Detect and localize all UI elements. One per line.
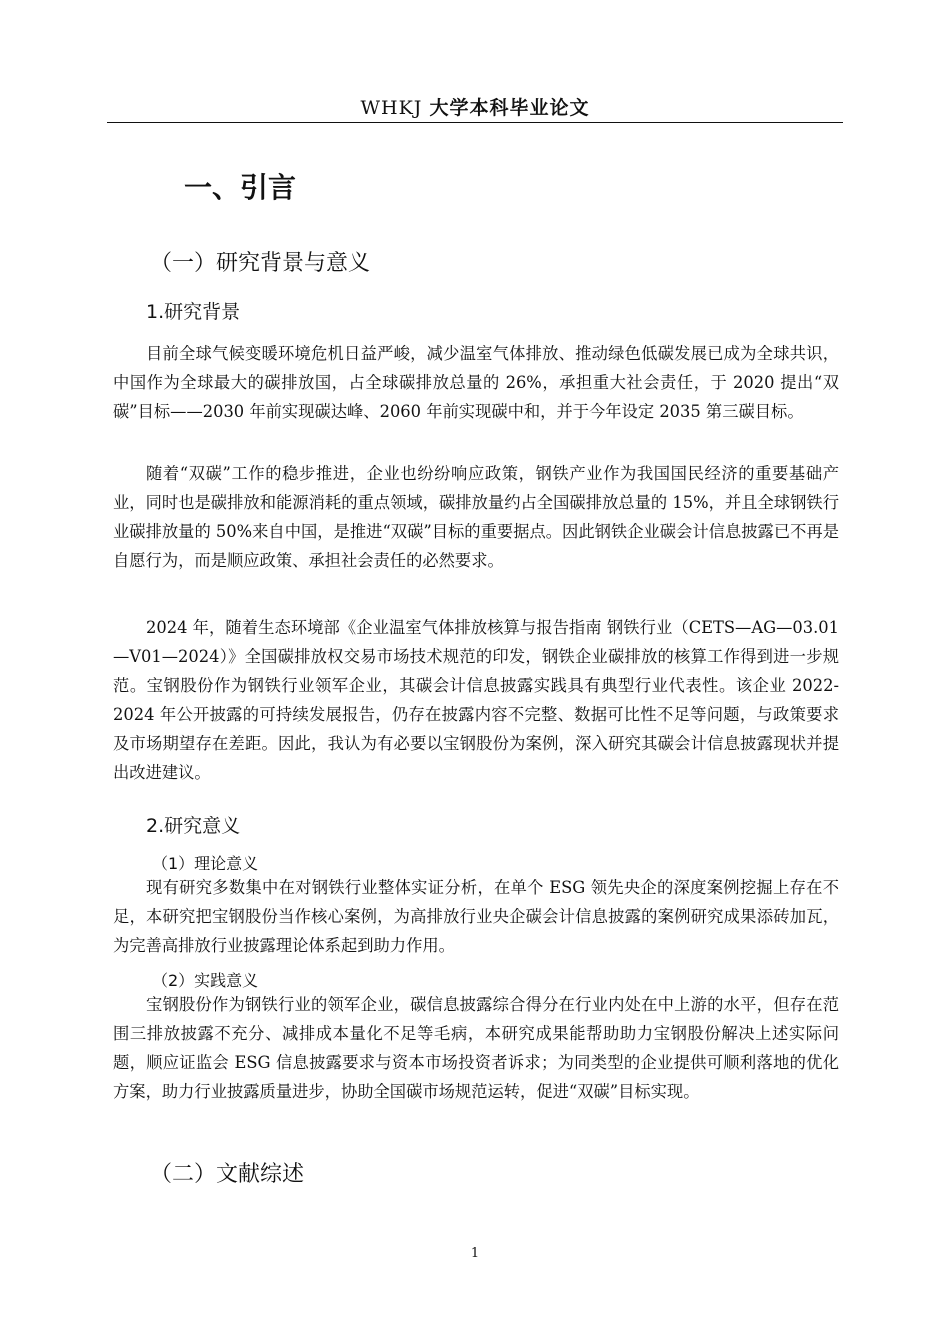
paragraph-background-2: 随着“双碳”工作的稳步推进，企业也纷纷响应政策，钢铁产业作为我国国民经济的重要基础产业，同时也是碳排放和能源消耗的重点领域，碳排放量约占全国碳排放总量的 15%，并且全球钢铁行业碳排放量的 50%来自中国，是推进“双碳”目标的重要据点。因此钢铁企业碳会计信息披露已不再是自愿行为，而是顺应政策、承担社会责任的必然要求。: [113, 464, 839, 570]
section-title-literature: （二）文献综述: [150, 1162, 305, 1187]
chapter-title: 一、引言: [184, 171, 297, 204]
header-latin: WHKJ: [360, 97, 430, 119]
paragraph-practice: 宝钢股份作为钢铁行业的领军企业，碳信息披露综合得分在行业内处在中上游的水平，但存在范围三排放披露不充分、减排成本量化不足等毛病，本研究成果能帮助助力宝钢股份解决上述实际问题，顺应证监会 ESG 信息披露要求与资本市场投资者诉求；为同类型的企业提供可顺利落地的优化方案，助力行业披露质量进步，协助全国碳市场规范运转，促进“双碳”目标实现。: [113, 995, 839, 1101]
page-number: 1: [470, 1246, 480, 1261]
page-header: [107, 96, 843, 120]
subsection-title-significance: 2.研究意义: [146, 815, 241, 837]
practice-significance-title: （2）实践意义: [152, 971, 259, 990]
theory-significance-title: （1）理论意义: [152, 854, 259, 873]
paragraph-background-1: 目前全球气候变暖环境危机日益严峻，减少温室气体排放、推动绿色低碳发展已成为全球共识，中国作为全球最大的碳排放国，占全球碳排放总量的 26%，承担重大社会责任，于 2020 提出“双碳”目标——2030 年前实现碳达峰、2060 年前实现碳中和，并于今年设定 2035 第三碳目标。: [113, 344, 839, 421]
subsection-title-background: 1.研究背景: [146, 301, 241, 323]
paragraph-theory: 现有研究多数集中在对钢铁行业整体实证分析，在单个 ESG 领先央企的深度案例挖掘上存在不足，本研究把宝钢股份当作核心案例，为高排放行业央企碳会计信息披露的案例研究成果添砖加瓦，为完善高排放行业披露理论体系起到助力作用。: [113, 878, 839, 955]
header-title: 大学本科毕业论文: [429, 97, 590, 119]
header-rule: [107, 122, 843, 123]
section-title-background: （一）研究背景与意义: [150, 251, 371, 276]
paragraph-background-3: 2024 年，随着生态环境部《企业温室气体排放核算与报告指南 钢铁行业（CETS—AG—03.01—V01—2024）》全国碳排放权交易市场技术规范的印发，钢铁企业碳排放的核算工作得到进一步规范。宝钢股份作为钢铁行业领军企业，其碳会计信息披露实践具有典型行业代表性。该企业 2022-2024 年公开披露的可持续发展报告，仍存在披露内容不完整、数据可比性不足等问题，与政策要求及市场期望存在差距。因此，我认为有必要以宝钢股份为案例，深入研究其碳会计信息披露现状并提出改进建议。: [113, 618, 839, 782]
